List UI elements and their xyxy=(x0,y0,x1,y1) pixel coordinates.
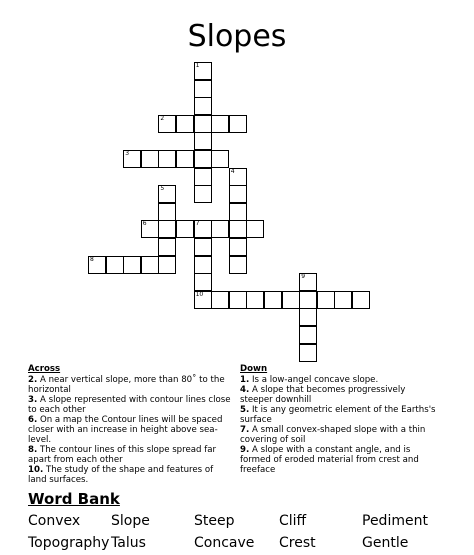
grid-cell[interactable] xyxy=(282,291,300,309)
clue-num: 7. xyxy=(240,425,250,435)
grid-cell[interactable] xyxy=(334,291,352,309)
grid-cell[interactable] xyxy=(176,150,194,168)
grid-cell[interactable] xyxy=(194,97,212,115)
clue-text: Is a low-angel concave slope. xyxy=(249,375,379,385)
grid-cell[interactable] xyxy=(194,132,212,150)
grid-cell[interactable] xyxy=(141,256,159,274)
grid-cell[interactable] xyxy=(246,220,264,238)
down-clue xyxy=(240,405,440,425)
clue-num: 8. xyxy=(28,445,38,455)
clue-num: 3. xyxy=(28,395,38,405)
across-clues xyxy=(28,364,233,485)
down-clue xyxy=(240,375,440,385)
grid-cell[interactable] xyxy=(211,115,229,133)
clue-text: It is any geometric element of the Earths's surface xyxy=(240,405,436,425)
across-clue xyxy=(28,465,233,485)
word-bank-item: Slope xyxy=(111,513,150,529)
clue-num: 1. xyxy=(240,375,250,385)
grid-cell[interactable] xyxy=(229,203,247,221)
grid-cell[interactable] xyxy=(176,220,194,238)
grid-cell[interactable] xyxy=(106,256,124,274)
grid-cell[interactable] xyxy=(194,291,212,309)
clue-number: 8 xyxy=(90,255,94,263)
grid-cell[interactable] xyxy=(229,238,247,256)
clue-text: A slope that becomes progressively steeper downhill xyxy=(240,385,406,405)
clue-number: 3 xyxy=(125,150,130,157)
down-heading: Down xyxy=(240,364,268,374)
grid-cell[interactable] xyxy=(211,220,229,238)
word-bank-item: Concave xyxy=(194,535,255,551)
clue-number: 9 xyxy=(301,273,306,281)
word-bank-item: Gentle xyxy=(362,535,409,551)
clue-num: 9. xyxy=(240,445,250,455)
grid-cell[interactable] xyxy=(194,220,212,238)
across-clue xyxy=(28,395,233,415)
grid-cell[interactable] xyxy=(123,150,141,168)
grid-cell[interactable] xyxy=(211,291,229,309)
clue-text: The study of the shape and features of land surfaces. xyxy=(28,465,214,485)
grid-cell[interactable] xyxy=(299,291,317,309)
grid-cell[interactable] xyxy=(229,220,247,238)
clue-text: A near vertical slope, more than 80˚ to the horizontal xyxy=(28,375,225,395)
grid-cell[interactable] xyxy=(229,115,247,133)
grid-cell[interactable] xyxy=(264,291,282,309)
grid-cell[interactable] xyxy=(158,115,176,133)
grid-cell[interactable] xyxy=(194,238,212,256)
grid-cell[interactable] xyxy=(194,185,212,203)
grid-cell[interactable] xyxy=(229,256,247,274)
grid-cell[interactable] xyxy=(158,238,176,256)
clue-number: 2 xyxy=(160,114,165,122)
grid-cell[interactable] xyxy=(194,150,212,168)
grid-cell[interactable] xyxy=(299,273,317,291)
clue-num: 6. xyxy=(28,415,38,425)
down-clues xyxy=(240,364,440,475)
grid-cell[interactable] xyxy=(158,256,176,274)
grid-cell[interactable] xyxy=(299,326,317,344)
grid-cell[interactable] xyxy=(141,220,159,238)
clue-num: 2. xyxy=(28,375,38,385)
clue-number: 7 xyxy=(195,220,200,228)
grid-cell[interactable] xyxy=(158,203,176,221)
down-clue xyxy=(240,385,440,405)
across-clue xyxy=(28,445,233,465)
grid-cell[interactable] xyxy=(123,256,141,274)
word-bank-item: Convex xyxy=(28,513,81,529)
grid-cell[interactable] xyxy=(141,150,159,168)
word-bank-item: Pediment xyxy=(362,513,428,529)
grid-cell[interactable] xyxy=(211,150,229,168)
clue-number: 10 xyxy=(195,290,204,298)
clue-number: 1 xyxy=(195,62,200,69)
grid-cell[interactable] xyxy=(352,291,370,309)
down-clue xyxy=(240,445,440,475)
clue-text: A small convex-shaped slope with a thin covering of soil xyxy=(240,425,426,445)
across-clue xyxy=(28,375,233,395)
grid-cell[interactable] xyxy=(194,256,212,274)
across-heading: Across xyxy=(28,364,61,374)
grid-cell[interactable] xyxy=(176,115,194,133)
grid-cell[interactable] xyxy=(194,115,212,133)
clue-num: 10. xyxy=(28,465,44,475)
grid-cell[interactable] xyxy=(194,80,212,98)
clue-text: A slope with a constant angle, and is formed of eroded material from crest and freeface xyxy=(240,445,419,475)
clue-text: A slope represented with contour lines close to each other xyxy=(28,395,231,415)
grid-cell[interactable] xyxy=(88,256,106,274)
puzzle-title: Slopes xyxy=(187,19,287,54)
grid-cell[interactable] xyxy=(246,291,264,309)
clue-num: 5. xyxy=(240,405,250,415)
word-bank-item: Cliff xyxy=(279,513,307,529)
clue-number: 5 xyxy=(160,185,165,193)
grid-cell[interactable] xyxy=(299,344,317,362)
word-bank-item: Talus xyxy=(111,535,146,551)
grid-cell[interactable] xyxy=(299,308,317,326)
word-bank-item: Topography xyxy=(28,535,110,551)
grid-cell[interactable] xyxy=(194,273,212,291)
across-clue xyxy=(28,415,233,445)
grid-cell[interactable] xyxy=(229,291,247,309)
grid-cell[interactable] xyxy=(317,291,335,309)
word-bank-item: Crest xyxy=(279,535,316,551)
word-bank-title: Word Bank xyxy=(28,490,120,508)
down-clue xyxy=(240,425,440,445)
grid-cell[interactable] xyxy=(229,168,247,186)
grid-cell[interactable] xyxy=(158,150,176,168)
grid-cell[interactable] xyxy=(194,62,212,80)
clue-text: On a map the Contour lines will be spaced closer with an increase in height above sea-level. xyxy=(28,415,223,445)
grid-cell[interactable] xyxy=(158,220,176,238)
grid-cell[interactable] xyxy=(158,185,176,203)
clue-number: 4 xyxy=(230,167,235,175)
clue-num: 4. xyxy=(240,385,250,395)
clue-number: 6 xyxy=(142,220,147,228)
grid-cell[interactable] xyxy=(194,168,212,186)
grid-cell[interactable] xyxy=(229,185,247,203)
word-bank-item: Steep xyxy=(194,513,235,529)
clue-text: The contour lines of this slope spread far apart from each other xyxy=(28,445,217,465)
